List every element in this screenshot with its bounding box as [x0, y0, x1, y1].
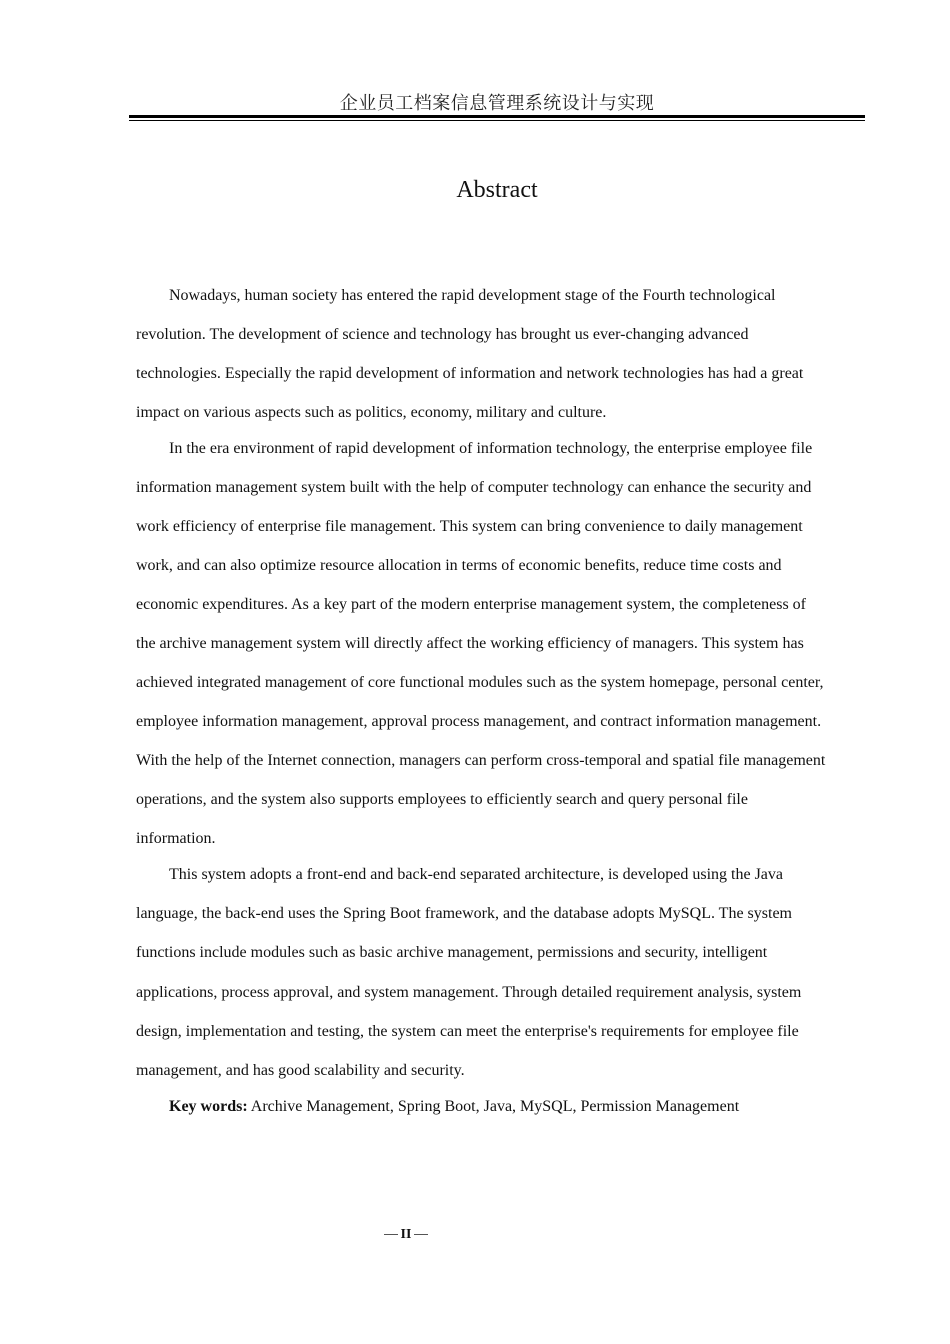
em-dash-left	[384, 1234, 398, 1235]
paragraph-line: achieved integrated management of core functional modules such as the system homepage, personal center,	[136, 674, 824, 691]
paragraph-line: technologies. Especially the rapid development of information and network technologies has had a great	[136, 365, 804, 382]
paragraph-line: management, and has good scalability and security.	[136, 1062, 465, 1079]
paragraph-line: This system adopts a front-end and back-end separated architecture, is developed using the Java	[169, 866, 784, 883]
paragraph-line: language, the back-end uses the Spring Boot framework, and the database adopts MySQL. The system	[136, 905, 792, 922]
paragraph-line: In the era environment of rapid development of information technology, the enterprise employee file	[169, 440, 813, 457]
paragraph-line: design, implementation and testing, the system can meet the enterprise's requirements for employee file	[136, 1023, 799, 1040]
paragraph-line: work, and can also optimize resource allocation in terms of economic benefits, reduce time costs and	[136, 557, 782, 574]
paragraph-line: revolution. The development of science and technology has brought us ever-changing advanced	[136, 326, 749, 343]
header-rule-thin	[129, 120, 865, 121]
page-number-value: II	[400, 1227, 412, 1242]
paragraph-line: operations, and the system also supports employees to efficiently search and query personal file	[136, 791, 748, 808]
paragraph-line: functions include modules such as basic archive management, permissions and security, intelligent	[136, 944, 768, 961]
header-double-rule	[129, 115, 865, 121]
keywords-value: Archive Management, Spring Boot, Java, MySQL, Permission Management	[247, 1098, 740, 1115]
em-dash-right	[414, 1234, 428, 1235]
header-rule-thick	[129, 115, 865, 118]
keywords	[169, 1097, 739, 1117]
page-header: 企业员工档案信息管理系统设计与实现	[339, 93, 655, 113]
paragraph-line: With the help of the Internet connection, managers can perform cross-temporal and spatial file management	[136, 752, 826, 769]
paragraph-line: employee information management, approval process management, and contract information management.	[136, 713, 822, 730]
paragraph-line: economic expenditures. As a key part of the modern enterprise management system, the completeness of	[136, 596, 807, 613]
paragraph-line: impact on various aspects such as politics, economy, military and culture.	[136, 404, 607, 421]
paragraph-line: Nowadays, human society has entered the rapid development stage of the Fourth technological	[169, 287, 776, 304]
paragraph-line: work efficiency of enterprise file management. This system can bring convenience to daily management	[136, 518, 803, 535]
keywords-label: Key words:	[169, 1098, 248, 1115]
abstract-title: Abstract	[456, 177, 538, 203]
paragraph-line: information.	[136, 830, 216, 847]
paragraph-line: information management system built with the help of computer technology can enhance the security and	[136, 479, 812, 496]
page-number	[360, 1226, 452, 1244]
paragraph-line: applications, process approval, and system management. Through detailed requirement analysis, system	[136, 984, 802, 1001]
paragraph-line: the archive management system will directly affect the working efficiency of managers. This system has	[136, 635, 804, 652]
